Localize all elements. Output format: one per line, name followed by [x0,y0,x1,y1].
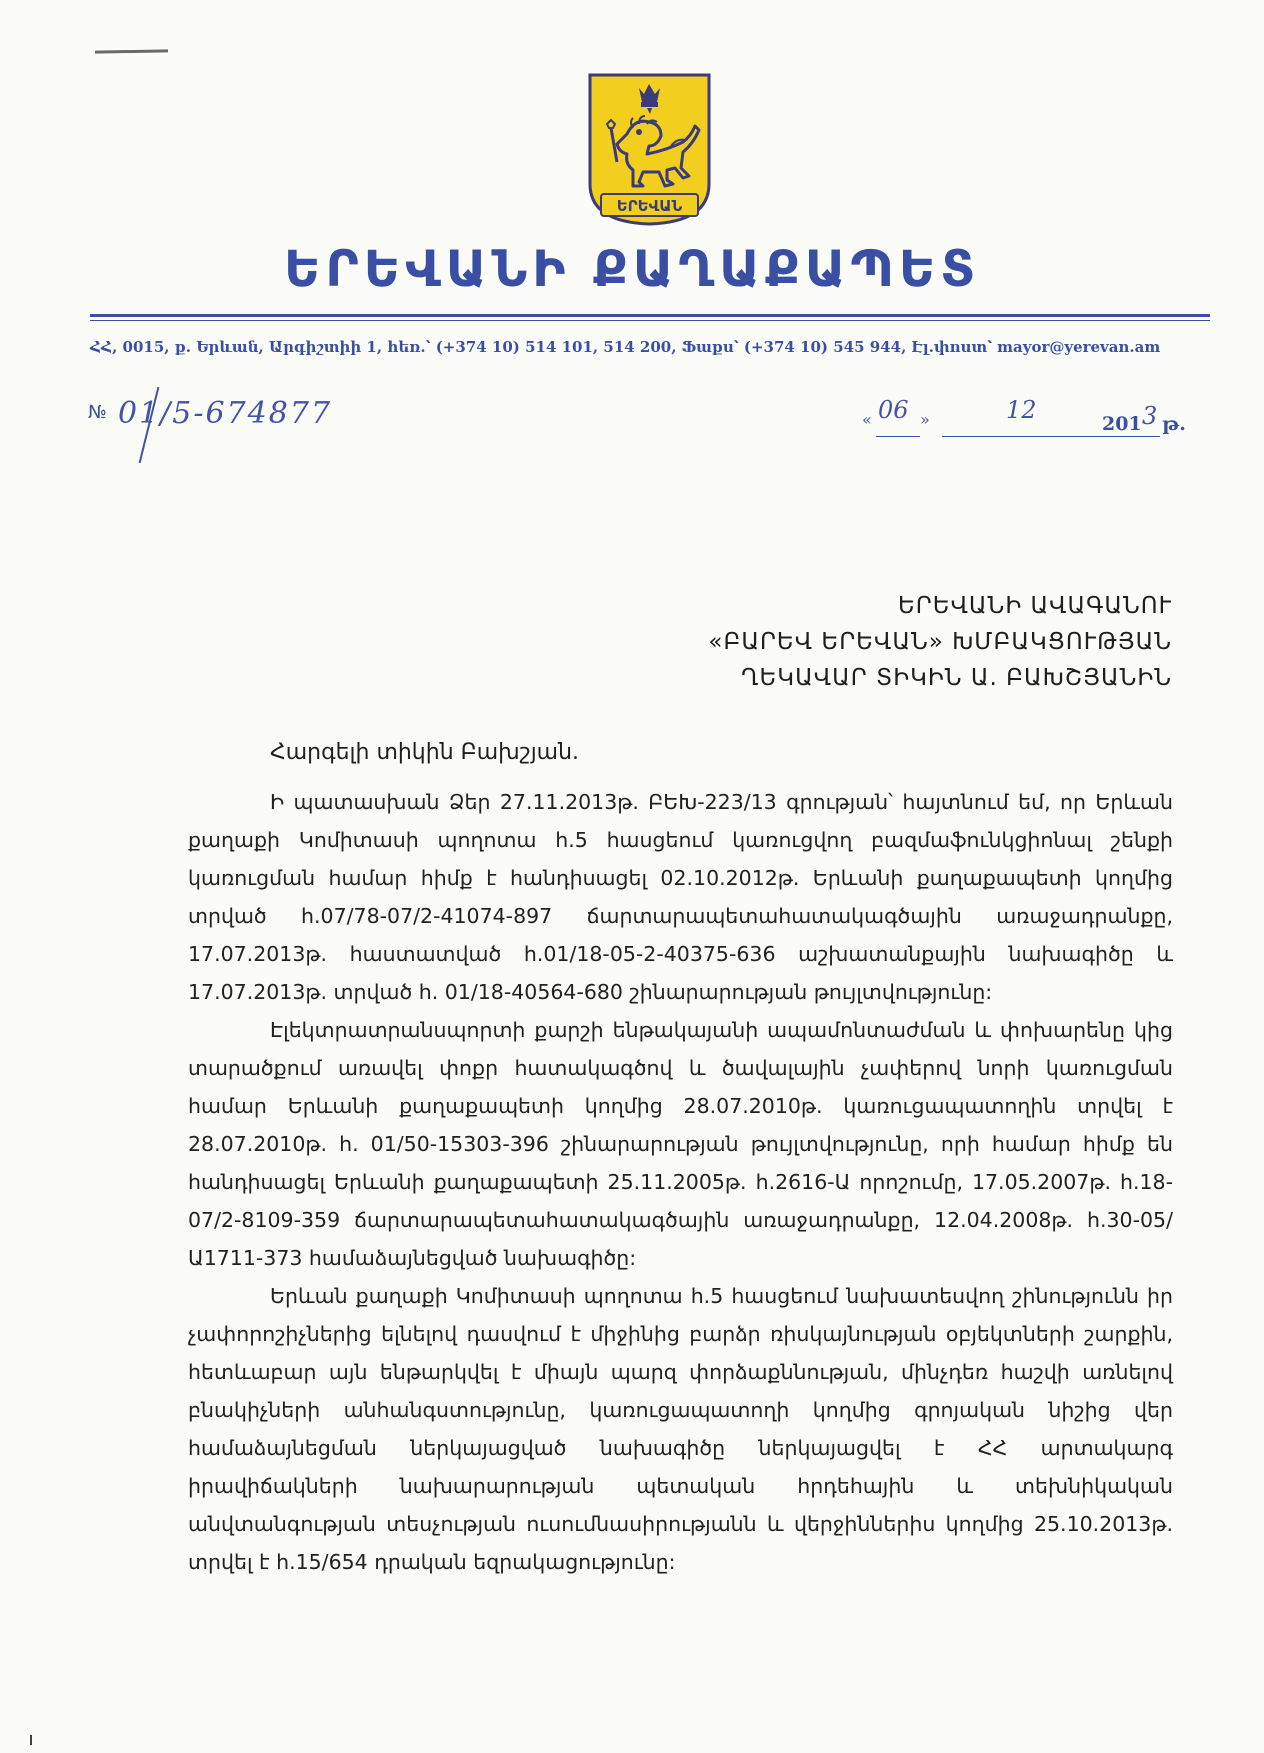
header-rule-thin [90,320,1210,321]
body-paragraph: Ի պատասխան Ձեր 27.11.2013թ. ԲԵԽ-223/13 գրության՝ հայտնում եմ, որ Երևան քաղաքի Կոմիտասի պողոտա հ.5 հասցեում կառուցվող բազմաֆունկցիոնալ շենքի կառուցման համար հիմք է հանդիսացել 02.10.2012թ. Երևանի քաղաքապետի կողմից տրված հ.07/78-07/2-41074-897 ճարտարապետահատակագծային առաջադրանքը, 17.07.2013թ. հաստատված հ.01/18-05-2-40375-636 աշխատանքային նախագիծը և 17.07.2013թ. տրված հ. 01/18-40564-680 շինարարության թույլտվությունը: [188,790,1173,1004]
body-paragraph: Երևան քաղաքի Կոմիտասի պողոտա հ.5 հասցեում նախատեսվող շինությունն իր չափորոշիչներից ելնելով դասվում է միջինից բարձր ռիսկայնության օբյեկտների շարքին, հետևաբար այն ենթարկվել է միայն պարզ փորձաքննության, մինչդեռ հաշվի առնելով բնակիչների անհանգստությունը, կառուցապատողի կողմից գրոյական նիշից վեր համաձայնեցման ներկայացված նախագիծը ներկայացվել է ՀՀ արտակարգ իրավիճակների նախարարության պետական հրդեհային և տեխնիկական անվտանգության տեսչության ուսումնասիրությանն և վերջիններիս կողմից 25.10.2013թ. տրվել է հ.15/654 դրական եզրակացությունը: [188,1284,1173,1574]
date-year-suffix: թ. [1162,413,1186,435]
letter-date [862,396,1212,442]
scan-mark [95,49,168,53]
date-year-prefix: 201 [1102,413,1142,435]
salutation: Հարգելի տիկին Բախշյան. [270,740,580,765]
date-day: 06 [878,396,909,424]
date-year-underline [1140,436,1160,437]
header-rule [90,314,1210,317]
addressee-line: «ԲԱՐԵՎ ԵՐԵՎԱՆ» ԽՄԲԱԿՑՈՒԹՅԱՆ [708,629,1172,655]
date-day-underline [876,436,920,437]
registration-prefix: № [88,402,107,423]
body-paragraph: Էլեկտրատրանսպորտի քարշի ենթակայանի ապամոնտաժման և փոխարենը կից տարածքում առավել փոքր հատակագծով և ծավալային չափերով նորի կառուցման համար Երևանի քաղաքապետի կողմից 28.07.2010թ. կառուցապատողին տրվել է 28.07.2010թ. հ. 01/50-15303-396 շինարարության թույլտվությունը, որի համար հիմք են հանդիսացել Երևանի քաղաքապետի 25.11.2005թ. հ.2616-Ա որոշումը, 17.05.2007թ. հ.18-07/2-8109-359 ճարտարապետահատակագծային առաջադրանքը, 12.04.2008թ. հ.30-05/Ա1711-373 համաձայնեցված նախագիծը: [188,1018,1173,1270]
scan-mark [30,1735,32,1745]
contact-line: ՀՀ, 0015, ք. Երևան, Արգիշտիի 1, հեռ.՝ (+374 10) 514 101, 514 200, Ֆաքս՝ (+374 10) 545 944, Էլ.փոստ՝ mayor@yerevan.am [90,338,1161,356]
date-year-digit: 3 [1142,402,1158,430]
addressee-line: ՂԵԿԱՎԱՐ ՏԻԿԻՆ Ա. ԲԱԽՇՅԱՆԻՆ [741,665,1172,691]
date-month: 12 [1006,396,1037,424]
registration-number: 01/5-674877 [118,396,333,431]
svg-text:ԵՐԵՎԱՆ: ԵՐԵՎԱՆ [616,197,683,215]
yerevan-coat-of-arms-icon [587,72,712,227]
city-mayor-title: ԵՐԵՎԱՆԻ ՔԱՂԱՔԱՊԵՏ [283,240,981,298]
date-open-quote: « [862,410,872,429]
letter-body [188,783,1173,1581]
date-month-underline [942,436,1142,437]
addressee-line: ԵՐԵՎԱՆԻ ԱՎԱԳԱՆՈՒ [897,593,1172,619]
date-close-quote: » [920,410,930,429]
addressee-block [708,588,1172,696]
